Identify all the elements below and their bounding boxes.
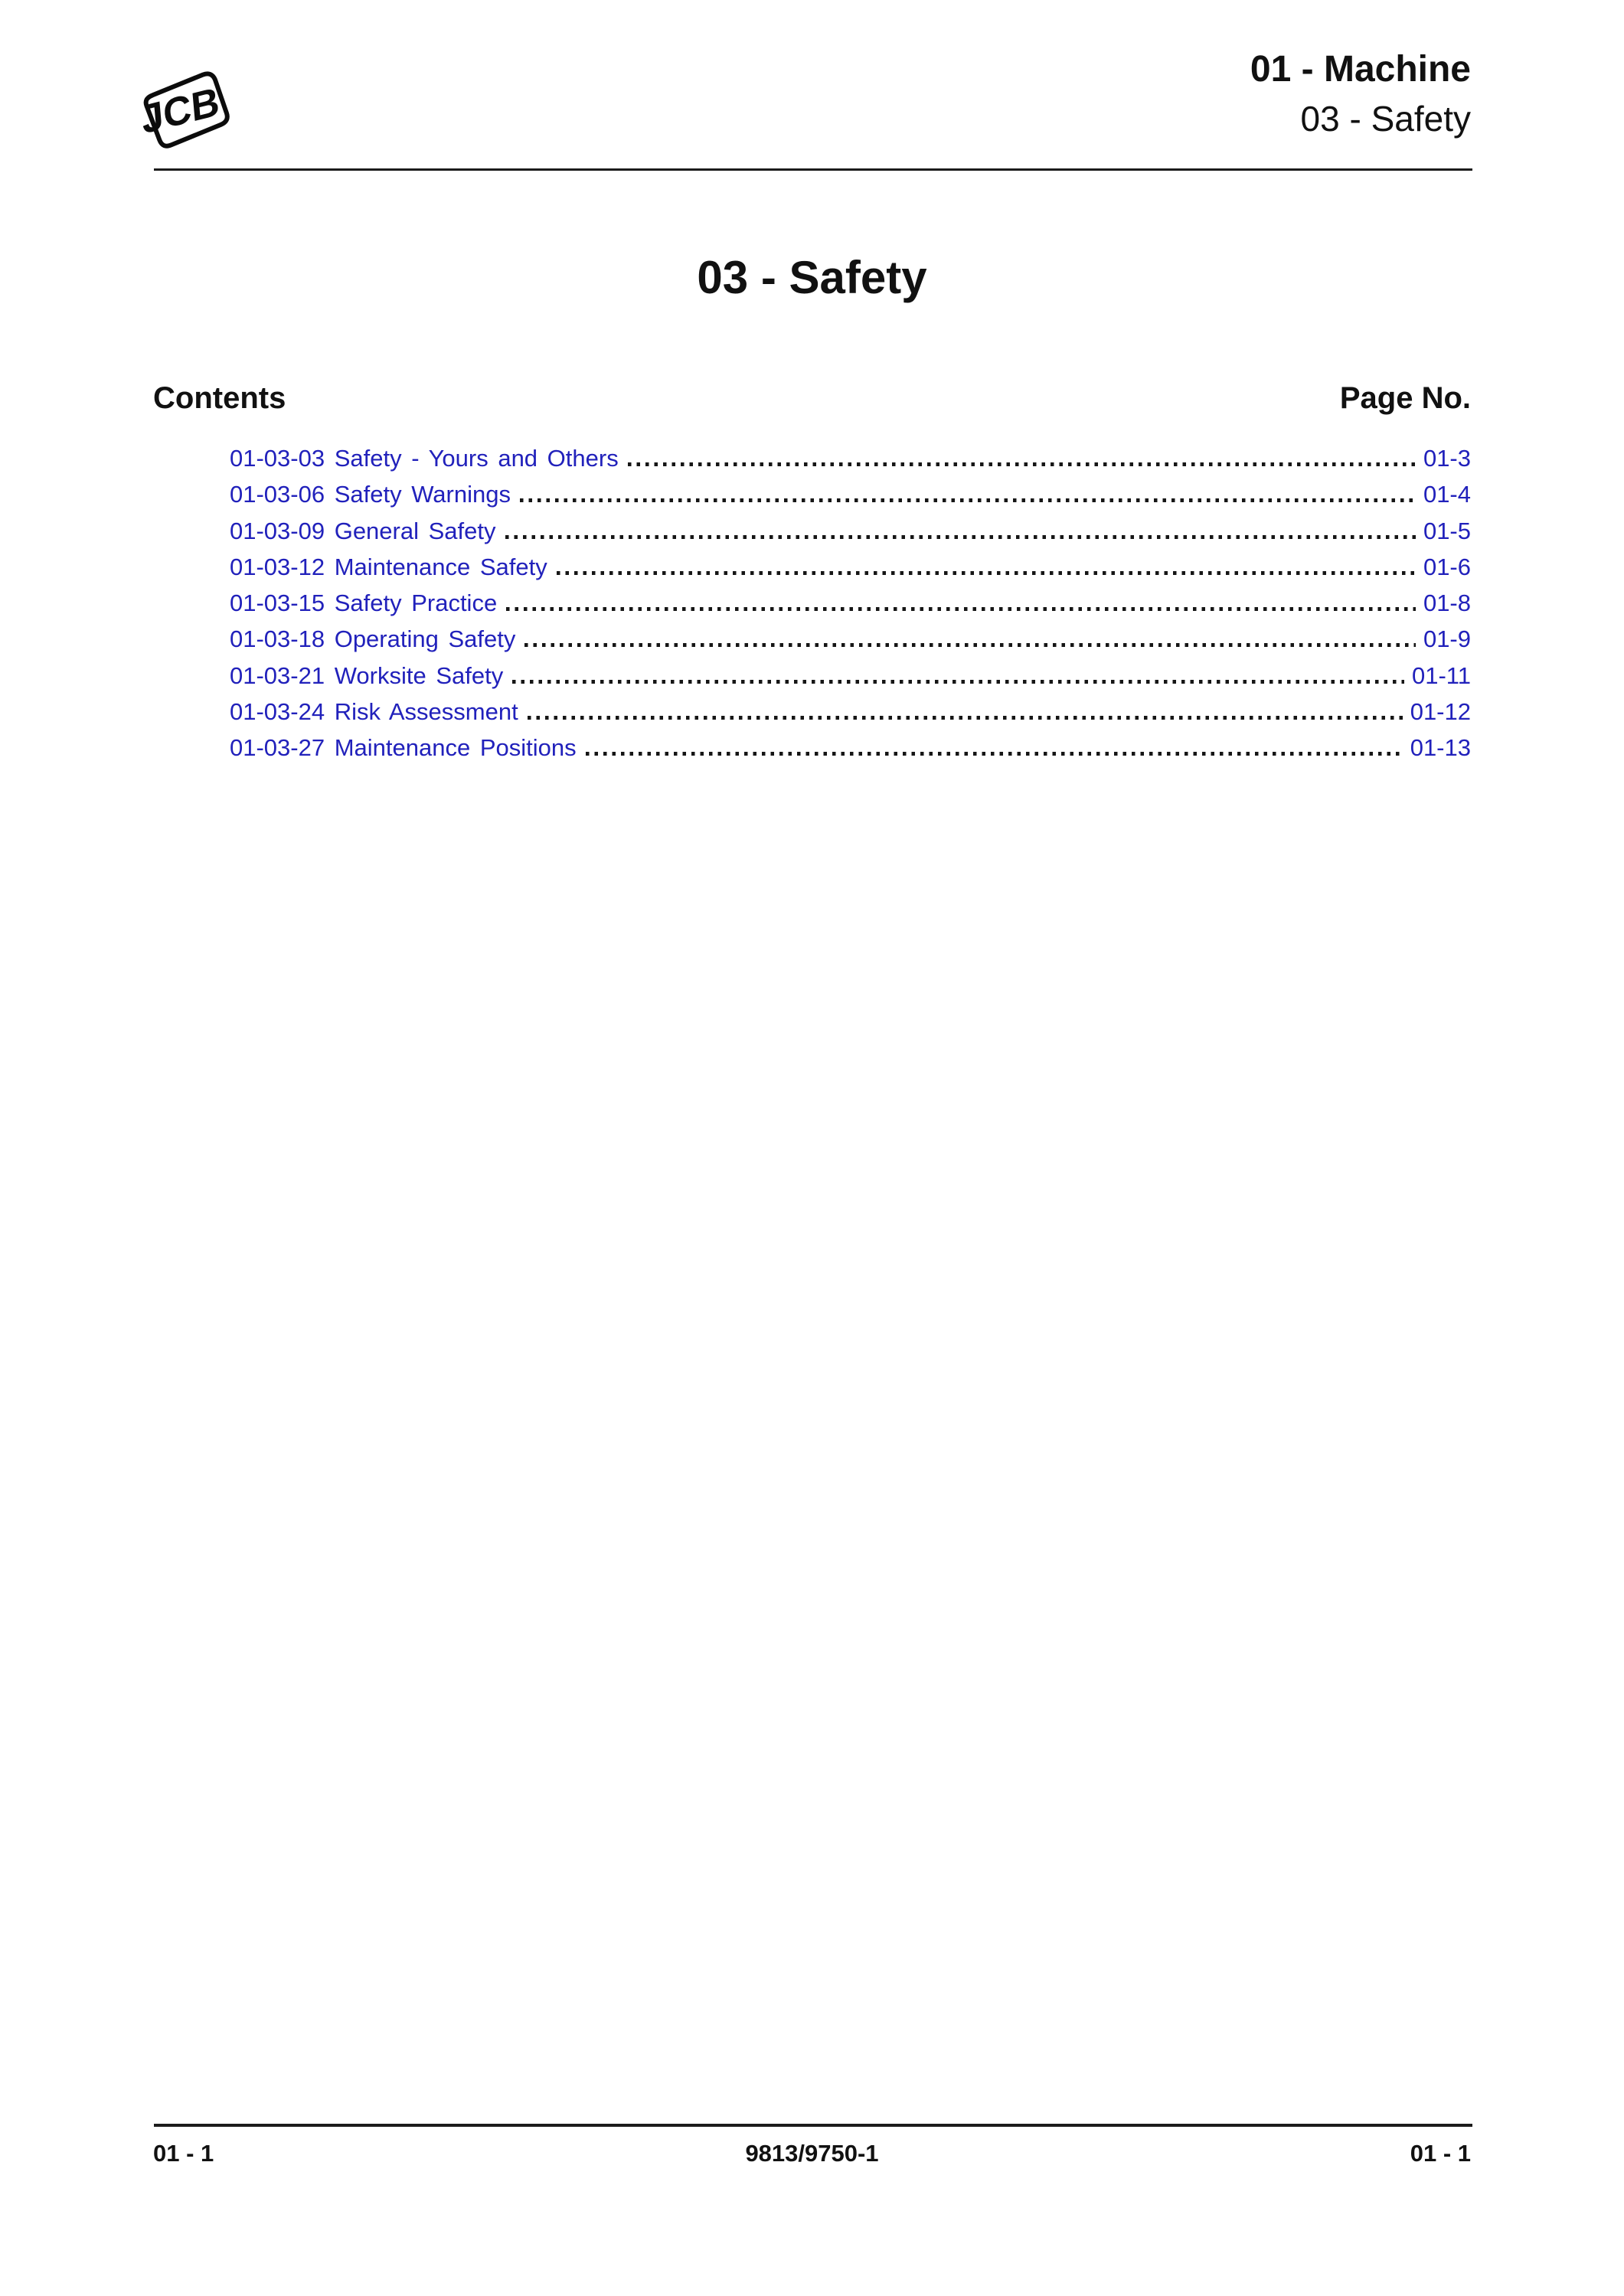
toc-row[interactable] (230, 625, 1471, 661)
toc-row[interactable] (230, 734, 1471, 770)
toc-entry-label[interactable]: 01-03-12 Maintenance Safety (230, 553, 547, 580)
footer (153, 2140, 1471, 2167)
running-header (1250, 44, 1471, 144)
toc-row[interactable] (230, 554, 1471, 590)
toc-entry-label[interactable]: 01-03-18 Operating Safety (230, 625, 516, 653)
toc-row[interactable] (230, 590, 1471, 625)
toc-dot-leader (628, 462, 1416, 466)
toc-dot-leader (506, 607, 1416, 611)
toc-entry-page[interactable]: 01-8 (1423, 590, 1471, 617)
toc-entry-page[interactable]: 01-9 (1423, 625, 1471, 653)
toc-entry-label[interactable]: 01-03-03 Safety - Yours and Others (230, 445, 619, 472)
toc-dot-leader (520, 498, 1416, 502)
jcb-logo (140, 67, 234, 150)
toc-entry-page[interactable]: 01-13 (1410, 734, 1471, 762)
toc-entry-label[interactable]: 01-03-27 Maintenance Positions (230, 734, 577, 762)
toc-row[interactable] (230, 698, 1471, 734)
toc-dot-leader (557, 571, 1416, 575)
toc-row[interactable] (230, 445, 1471, 481)
toc-entry-page[interactable]: 01-6 (1423, 553, 1471, 580)
toc-entry-label[interactable]: 01-03-15 Safety Practice (230, 590, 498, 617)
toc-entry-page[interactable]: 01-12 (1410, 698, 1471, 726)
toc-entry-label[interactable]: 01-03-06 Safety Warnings (230, 481, 511, 508)
header-rule (154, 168, 1472, 171)
toc-list (230, 445, 1471, 771)
footer-publication-number: 9813/9750-1 (745, 2140, 879, 2167)
contents-heading: Contents (153, 381, 286, 415)
toc-entry-label[interactable]: 01-03-21 Worksite Safety (230, 661, 504, 689)
toc-dot-leader (512, 680, 1404, 684)
toc-entry-label[interactable]: 01-03-09 General Safety (230, 517, 496, 544)
jcb-logo-text: JCB (140, 79, 221, 143)
footer-page-right: 01 - 1 (1410, 2140, 1471, 2167)
toc-dot-leader (505, 535, 1416, 539)
footer-page-left: 01 - 1 (153, 2140, 214, 2167)
footer-rule (154, 2124, 1472, 2127)
toc-entry-page[interactable]: 01-4 (1423, 481, 1471, 508)
page-no-heading: Page No. (1339, 381, 1471, 415)
contents-heading-row (153, 381, 1471, 416)
toc-dot-leader (524, 643, 1416, 647)
toc-entry-page[interactable]: 01-11 (1412, 661, 1471, 689)
toc-row[interactable] (230, 481, 1471, 517)
header-section: 01 - Machine (1250, 49, 1471, 90)
toc-row[interactable] (230, 662, 1471, 698)
toc-dot-leader (528, 716, 1403, 720)
toc-entry-page[interactable]: 01-5 (1423, 517, 1471, 544)
header-subsection: 03 - Safety (1300, 99, 1471, 139)
page-title: 03 - Safety (697, 252, 927, 303)
toc-entry-label[interactable]: 01-03-24 Risk Assessment (230, 698, 518, 726)
toc-row[interactable] (230, 518, 1471, 554)
toc-dot-leader (586, 752, 1403, 756)
toc-entry-page[interactable]: 01-3 (1423, 445, 1471, 472)
